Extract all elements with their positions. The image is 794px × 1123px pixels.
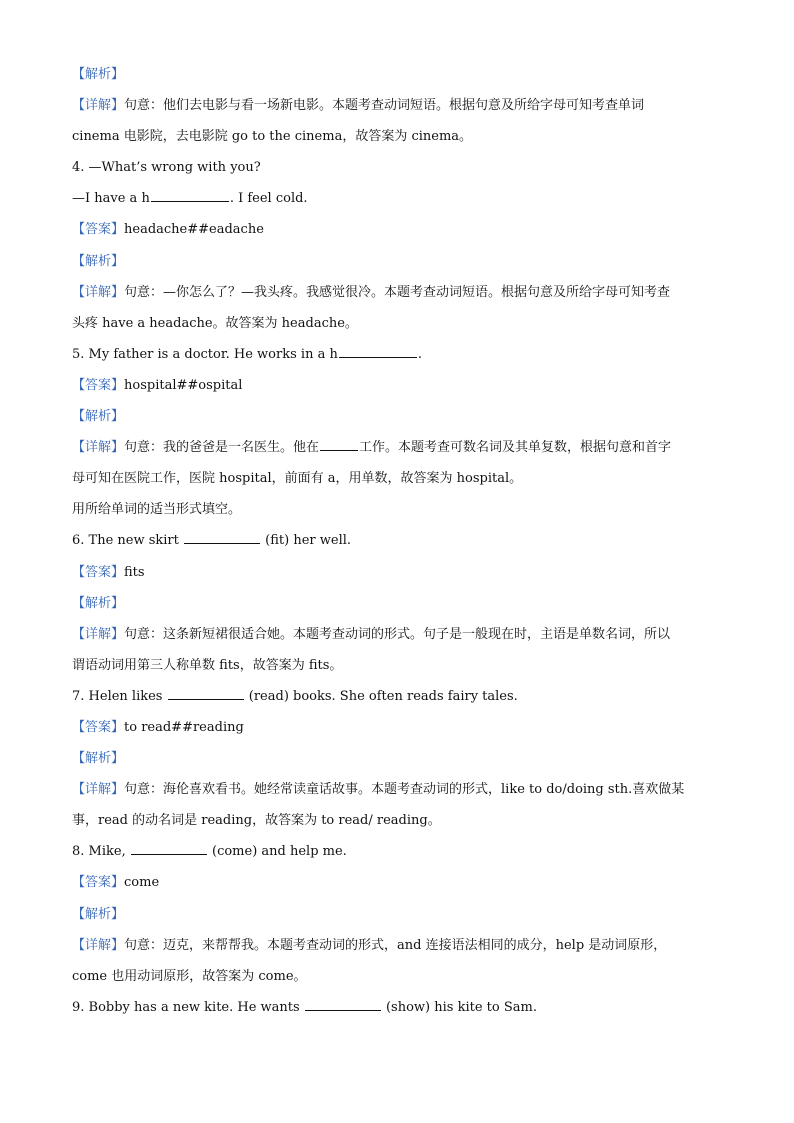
answer-text: come (124, 875, 160, 891)
answer-text: to read##reading (124, 719, 244, 735)
detail-tag: 【详解】 (72, 98, 125, 114)
detail-tag: 【详解】 (72, 626, 125, 642)
answer-blank (339, 344, 417, 358)
q9-stem (72, 997, 732, 1028)
q5-detail-line-2 (72, 468, 732, 499)
detail-tag: 【详解】 (72, 782, 125, 798)
question-text: (show) his kite to Sam. (385, 999, 537, 1015)
q8-analysis (72, 904, 732, 935)
answer-blank (168, 686, 244, 700)
detail-text: 句意：他们去电影与看一场新电影。本题考查动词短语。根据句意及所给字母可知考查单词 (124, 98, 645, 114)
q3-detail-line-2 (72, 126, 732, 157)
analysis-tag: 【解析】 (72, 595, 125, 611)
question-text: 7. Helen likes (72, 688, 163, 704)
answer-blank (320, 437, 358, 451)
q4-answer (72, 219, 732, 250)
question-text: 9. Bobby has a new kite. He wants (72, 999, 300, 1015)
q8-answer (72, 872, 732, 903)
detail-text: 句意：我的爸爸是一名医生。他在 (124, 440, 320, 456)
q4-detail-line-2 (72, 313, 732, 344)
q7-answer (72, 717, 732, 748)
q4-detail-line-1 (72, 282, 732, 313)
q6-analysis (72, 593, 732, 624)
question-text: 8. Mike, (72, 844, 126, 860)
detail-tag: 【详解】 (72, 937, 125, 953)
question-text: . (417, 346, 422, 362)
q7-detail-line-2 (72, 810, 732, 841)
q7-detail-line-1 (72, 779, 732, 810)
q7-analysis (72, 748, 732, 779)
question-text: (fit) her well. (265, 533, 352, 549)
answer-blank (151, 188, 229, 202)
question-text: —I have a h (72, 191, 150, 207)
detail-text: 事，read 的动名词是 reading，故答案为 to read/ reading。 (72, 813, 441, 829)
question-text: (come) and help me. (212, 844, 347, 860)
q3-detail-line-1 (72, 95, 732, 126)
detail-text: 句意：—你怎么了？—我头疼。我感觉很冷。本题考查动词短语。根据句意及所给字母可知考查 (124, 284, 671, 300)
detail-text: 句意：这条新短裙很适合她。本题考查动词的形式。句子是一般现在时，主语是单数名词，所以 (124, 626, 671, 642)
question-text: 5. My father is a doctor. He works in a h (72, 346, 338, 362)
q6-answer (72, 562, 732, 593)
answer-tag: 【答案】 (72, 222, 125, 238)
answer-blank (305, 997, 381, 1011)
answer-tag: 【答案】 (72, 564, 125, 580)
q8-detail-line-1 (72, 935, 732, 966)
q4-stem-line-2 (72, 188, 732, 219)
analysis-tag: 【解析】 (72, 409, 125, 425)
section-heading (72, 499, 732, 530)
section-heading-text: 用所给单词的适当形式填空。 (72, 502, 242, 518)
q6-stem (72, 530, 732, 561)
answer-tag: 【答案】 (72, 875, 125, 891)
q7-stem (72, 686, 732, 717)
answer-text: hospital##ospital (124, 377, 243, 393)
q5-detail-line-1 (72, 437, 732, 468)
answer-blank (184, 530, 260, 544)
question-text: (read) books. She often reads fairy tales. (248, 688, 518, 704)
q4-stem (72, 157, 732, 188)
question-text: 4. —What’s wrong with you? (72, 160, 261, 176)
detail-text: come 也用动词原形，故答案为 come。 (72, 968, 307, 984)
detail-text: 句意：海伦喜欢看书。她经常读童话故事。本题考查动词的形式，like to do/doing sth.喜欢做某 (124, 782, 685, 798)
analysis-heading (72, 64, 732, 95)
analysis-tag: 【解析】 (72, 751, 125, 767)
analysis-tag: 【解析】 (72, 67, 125, 82)
detail-text: cinema 电影院，去电影院 go to the cinema，故答案为 cinema。 (72, 129, 473, 145)
answer-text: fits (124, 564, 145, 580)
q5-answer (72, 375, 732, 406)
answer-blank (131, 841, 207, 855)
q6-detail-line-1 (72, 624, 732, 655)
answer-text: headache##eadache (124, 222, 264, 238)
detail-text: 头疼 have a headache。故答案为 headache。 (72, 315, 358, 331)
answer-tag: 【答案】 (72, 719, 125, 735)
document-page (72, 64, 732, 1028)
q6-detail-line-2 (72, 655, 732, 686)
analysis-tag: 【解析】 (72, 906, 125, 922)
detail-tag: 【详解】 (72, 440, 125, 456)
question-text: . I feel cold. (229, 191, 308, 207)
analysis-tag: 【解析】 (72, 253, 125, 269)
detail-tag: 【详解】 (72, 284, 125, 300)
detail-text: 句意：迈克，来帮帮我。本题考查动词的形式，and 连接语法相同的成分，help 是动词原形， (124, 937, 667, 953)
q4-analysis (72, 251, 732, 282)
q5-stem (72, 344, 732, 375)
detail-text: 工作。本题考查可数名词及其单复数，根据句意和首字 (359, 440, 672, 456)
q8-stem (72, 841, 732, 872)
detail-text: 谓语动词用第三人称单数 fits，故答案为 fits。 (72, 657, 343, 673)
question-text: 6. The new skirt (72, 533, 179, 549)
q5-analysis (72, 406, 732, 437)
q8-detail-line-2 (72, 966, 732, 997)
detail-text: 母可知在医院工作，医院 hospital，前面有 a，用单数，故答案为 hospital。 (72, 471, 523, 487)
answer-tag: 【答案】 (72, 377, 125, 393)
